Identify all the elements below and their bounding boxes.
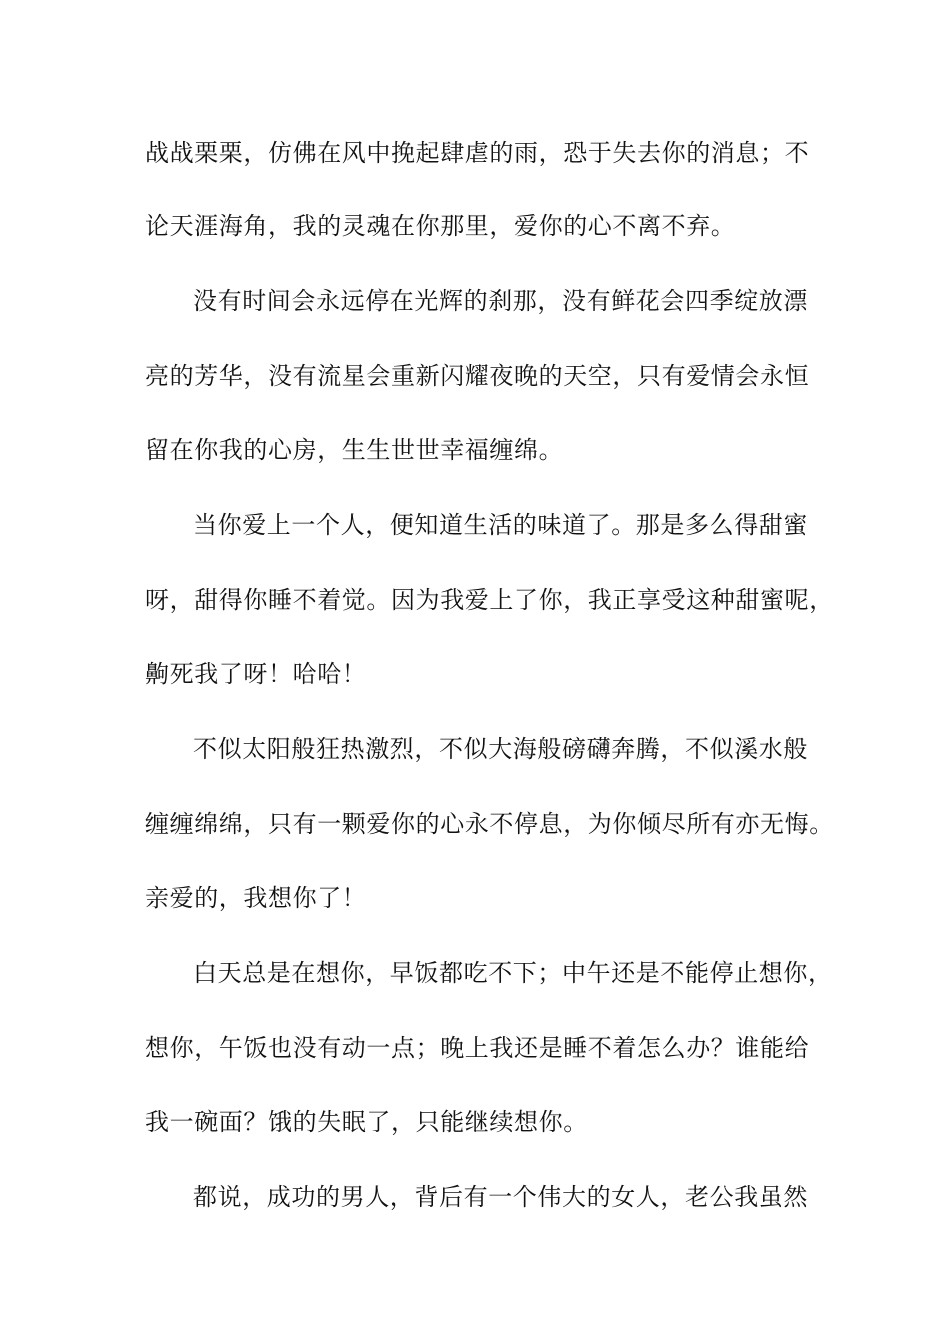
text-line: 战战栗栗，仿佛在风中挽起肆虐的雨，恐于失去你的消息；不 bbox=[145, 139, 810, 167]
text-line: 论天涯海角，我的灵魂在你那里，爱你的心不离不弃。 bbox=[145, 212, 736, 240]
text-line: 我一碗面？饿的失眠了，只能继续想你。 bbox=[145, 1108, 588, 1136]
paragraph-start-line: 白天总是在想你，早饭都吃不下；中午还是不能停止想你， bbox=[193, 959, 833, 987]
text-line: 想你，午饭也没有动一点；晚上我还是睡不着怎么办？谁能给 bbox=[145, 1034, 810, 1062]
text-line: 亮的芳华，没有流星会重新闪耀夜晚的天空，只有爱情会永恒 bbox=[145, 362, 810, 390]
paragraph-start-line: 不似太阳般狂热激烈，不似大海般磅礴奔腾，不似溪水般 bbox=[193, 735, 808, 763]
text-line: 齁死我了呀！哈哈！ bbox=[145, 660, 367, 688]
paragraph-start-line: 都说，成功的男人，背后有一个伟大的女人，老公我虽然 bbox=[193, 1183, 808, 1211]
text-line: 呀，甜得你睡不着觉。因为我爱上了你，我正享受这种甜蜜呢， bbox=[145, 586, 834, 614]
paragraph-start-line: 当你爱上一个人，便知道生活的味道了。那是多么得甜蜜 bbox=[193, 511, 808, 539]
text-line: 亲爱的，我想你了！ bbox=[145, 884, 367, 912]
paragraph-start-line: 没有时间会永远停在光辉的刹那，没有鲜花会四季绽放漂 bbox=[193, 287, 808, 315]
text-line: 留在你我的心房，生生世世幸福缠绵。 bbox=[145, 436, 564, 464]
text-line: 缠缠绵绵，只有一颗爱你的心永不停息，为你倾尽所有亦无悔。 bbox=[145, 810, 834, 838]
